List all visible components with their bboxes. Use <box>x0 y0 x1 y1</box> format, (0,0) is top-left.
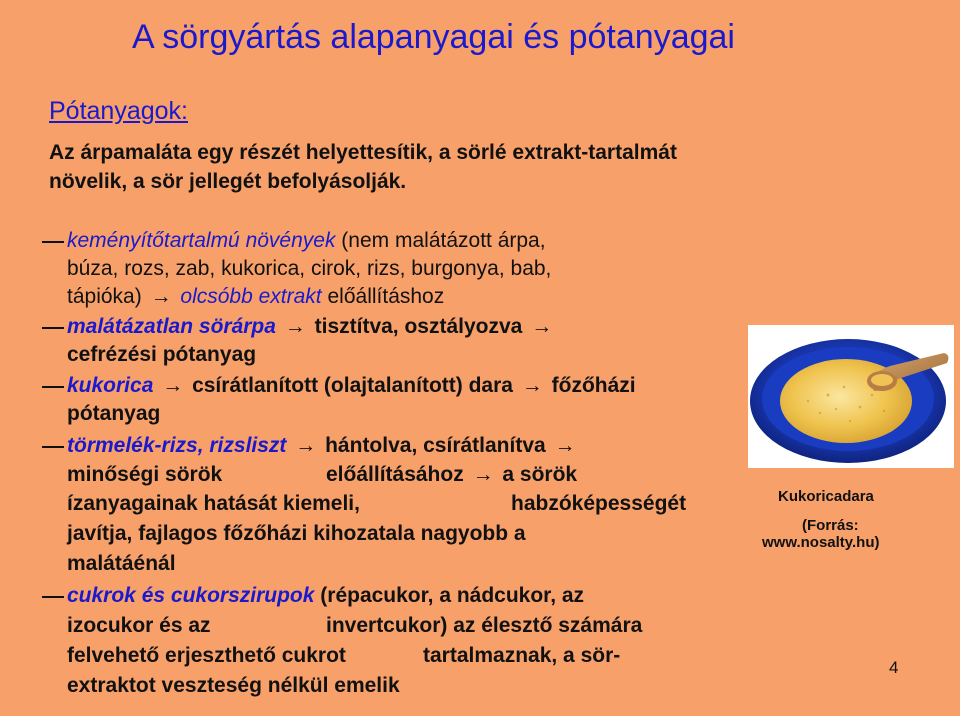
item5-line2-b: invertcukor) az élesztő számára <box>326 614 643 637</box>
slide-title: A sörgyártás alapanyagai és pótanyagai <box>132 18 735 56</box>
item4-line2 <box>67 462 577 488</box>
figure-source-line1: (Forrás: <box>802 517 859 534</box>
item4-line3-b: habzóképességét <box>511 492 687 515</box>
page-number: 4 <box>889 658 899 677</box>
item5-line4: extraktot veszteség nélkül emelik <box>67 674 400 697</box>
item5-line3-b: tartalmaznak, a sör- <box>423 644 621 667</box>
item4-line2-b: előállításához <box>326 463 464 486</box>
item4-line4: javítja, fajlagos főzőházi kihozatala nagyobb a <box>67 522 526 545</box>
item2-line1 <box>67 314 555 340</box>
item4-line3 <box>67 491 686 517</box>
item3-line1 <box>67 373 636 399</box>
item5-line2 <box>67 613 642 639</box>
item3-term: kukorica <box>67 374 154 397</box>
figure-caption: Kukoricadara <box>778 488 874 505</box>
intro-text <box>49 138 677 196</box>
item5-line1-rest: (répacukor, a nádcukor, az <box>314 584 585 607</box>
item5-line3-a: felvehető erjeszthető cukrot <box>67 644 346 667</box>
item1-line3 <box>67 284 444 310</box>
item5-line3 <box>67 643 620 669</box>
corn-grits-bowl-image <box>748 325 954 468</box>
item1-line3-term: olcsóbb extrakt <box>180 285 322 308</box>
item5-line2-a: izocukor és az <box>67 614 211 637</box>
item3-line2: pótanyag <box>67 402 161 425</box>
arrow-icon: → <box>521 374 543 397</box>
item3-line1-b: főzőházi <box>551 374 636 397</box>
item1-line1 <box>67 228 546 254</box>
intro-line-1: Az árpamaláta egy részét helyettesítik, a sörlé extrakt-tartalmát <box>49 141 677 164</box>
item4-term: törmelék-rizs, rizsliszt <box>67 434 287 457</box>
item4-line2-a: minőségi sörök <box>67 463 223 486</box>
item1-line3-pre: tápióka) <box>67 285 142 308</box>
item1-line3-post: előállításhoz <box>321 285 445 308</box>
corn-grits-photo <box>748 325 954 468</box>
item4-line3-a: ízanyagainak hatását kiemeli, <box>67 492 360 515</box>
bullet-dash <box>42 596 64 598</box>
item4-line1-rest: hántolva, csírátlanítva <box>325 434 546 457</box>
item4-line1 <box>67 433 579 459</box>
item5-line1 <box>67 583 584 609</box>
item3-line1-a: csírátlanított (olajtalanított) dara <box>192 374 513 397</box>
item5-term: cukrok és cukorszirupok <box>67 584 315 607</box>
item2-term: malátázatlan sörárpa <box>67 315 276 338</box>
item1-term: keményítőtartalmú növények <box>67 229 336 252</box>
arrow-icon: → <box>295 434 317 457</box>
intro-line-2: növelik, a sör jellegét befolyásolják. <box>49 170 407 193</box>
item1-line1-rest: (nem malátázott árpa, <box>335 229 546 252</box>
bullet-dash <box>42 241 64 243</box>
item2-line2: cefrézési pótanyag <box>67 343 257 366</box>
arrow-icon: → <box>284 315 306 338</box>
item4-line2-c: a sörök <box>502 463 578 486</box>
arrow-icon: → <box>554 434 576 457</box>
section-heading: Pótanyagok: <box>49 97 188 125</box>
item2-line1-rest: tisztítva, osztályozva <box>314 315 523 338</box>
item1-line2: búza, rozs, zab, kukorica, cirok, rizs, burgonya, bab, <box>67 257 552 280</box>
arrow-icon: → <box>162 374 184 397</box>
arrow-icon: → <box>472 463 494 486</box>
arrow-icon: → <box>531 315 553 338</box>
bullet-dash <box>42 327 64 329</box>
item4-line5: malátáénál <box>67 552 176 575</box>
figure-source-line2: www.nosalty.hu) <box>762 534 880 551</box>
bullet-dash <box>42 446 64 448</box>
bullet-dash <box>42 386 64 388</box>
arrow-icon: → <box>150 285 172 308</box>
